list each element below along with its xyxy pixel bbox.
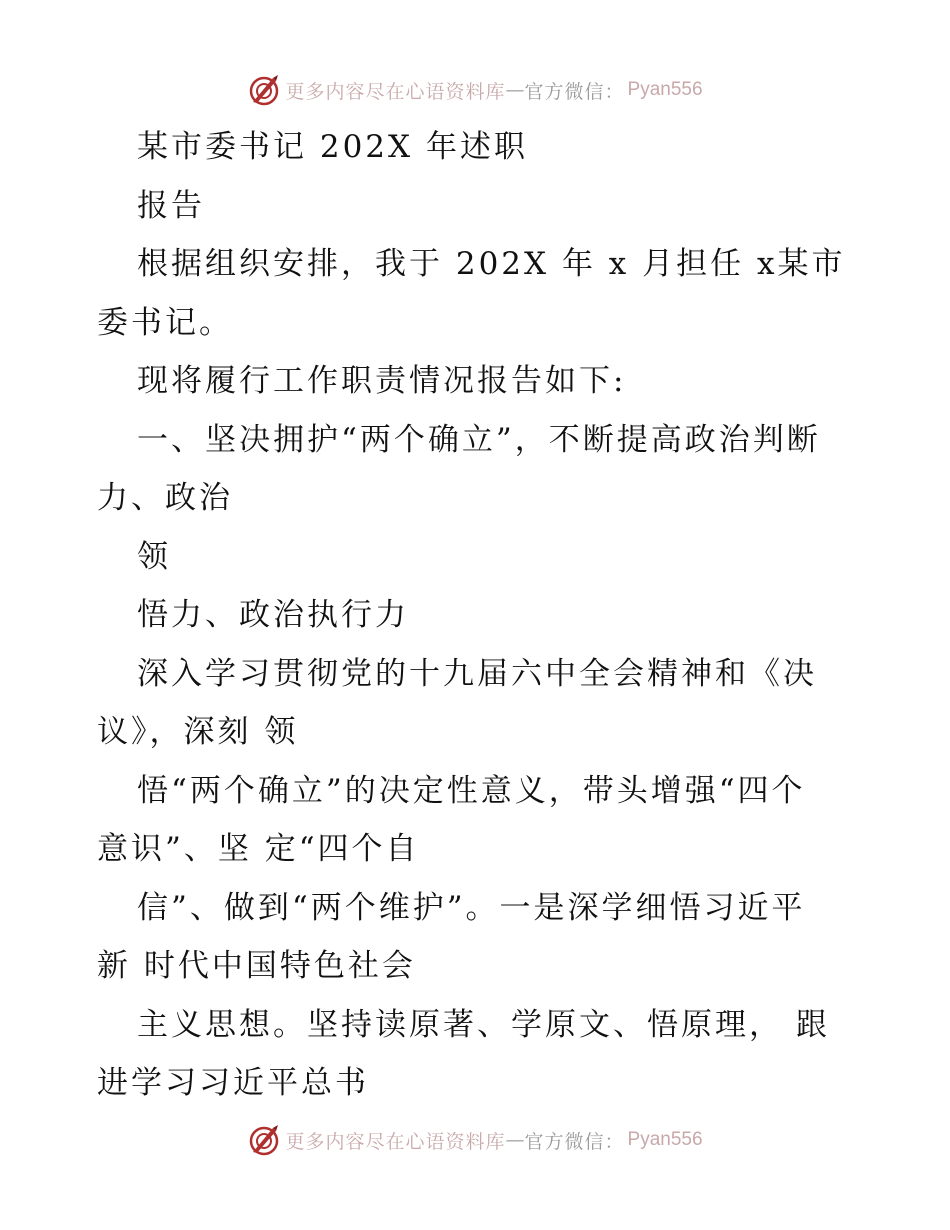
section-heading-line: 力、政治	[97, 480, 233, 516]
watermark-site-text: 更多内容尽在心语资料库	[285, 1130, 506, 1153]
section-heading-line: 一、坚决拥护“两个确立”，不断提高政治判断	[137, 421, 821, 458]
paragraph-line: 意识”、坚 定“四个自	[97, 831, 420, 867]
watermark-dash: —	[505, 79, 525, 101]
watermark-wechat-id: Pyan556	[627, 79, 703, 100]
paragraph-line: 信”、做到“两个维护”。一是深学细悟习近平	[137, 889, 806, 926]
paragraph-line: 新 时代中国特色社会	[97, 948, 416, 984]
quill-logo-icon	[247, 73, 281, 107]
paragraph-line: 议》，深刻 领	[97, 714, 299, 750]
watermark-colon: ：	[604, 80, 624, 103]
paragraph-line: 主义思想。坚持读原著、学原文、悟原理， 跟	[137, 1006, 830, 1043]
paragraph-line: 深入学习贯彻党的十九届六中全会精神和《决	[137, 655, 817, 692]
paragraph-line: 根据组织安排，我于 202X 年 x 月担任 x某市	[137, 246, 846, 282]
section-heading-line: 悟力、政治执行力	[137, 597, 409, 633]
section-heading-line: 领	[137, 538, 171, 575]
watermark-site-text: 更多内容尽在心语资料库	[285, 80, 506, 103]
doc-title-line-1: 某市委书记 202X 年述职	[137, 129, 528, 165]
watermark-wechat-label: 官方微信	[524, 1130, 605, 1153]
paragraph-line: 进学习习近平总书	[97, 1065, 369, 1101]
paragraph-line: 委书记。	[97, 304, 233, 341]
paragraph-line: 悟“两个确立”的决定性意义，带头增强“四个	[137, 772, 806, 809]
quill-logo-icon	[247, 1123, 281, 1157]
paragraph-line: 现将履行工作职责情况报告如下:	[137, 363, 627, 399]
watermark-header	[0, 70, 950, 110]
watermark-wechat-label: 官方微信	[524, 80, 605, 103]
watermark-colon: ：	[604, 1130, 624, 1153]
document-body	[0, 118, 950, 1113]
watermark-footer	[0, 1120, 950, 1160]
watermark-wechat-id: Pyan556	[627, 1129, 703, 1150]
doc-title-line-2: 报告	[137, 187, 205, 224]
watermark-dash: —	[505, 1129, 525, 1151]
